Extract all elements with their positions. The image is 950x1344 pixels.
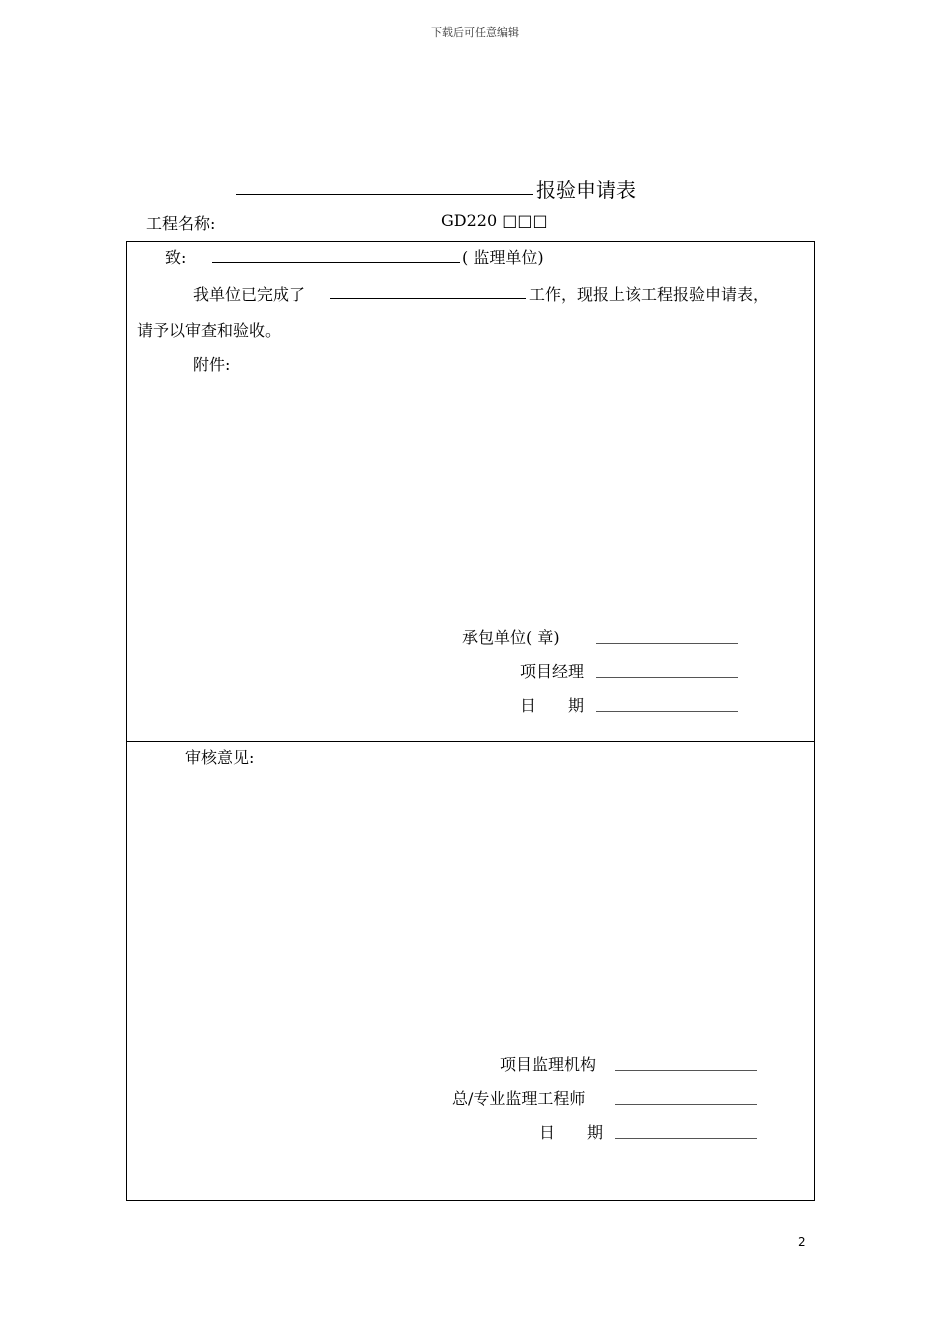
supervisor-unit-blank bbox=[212, 262, 460, 263]
supervisor-unit-label: ( 监理单位) bbox=[462, 248, 544, 267]
date-label-1: 日 期 bbox=[520, 696, 585, 715]
date-blank-1 bbox=[596, 711, 738, 712]
attachment-label: 附件: bbox=[193, 355, 231, 374]
date-blank-2 bbox=[615, 1138, 757, 1139]
application-section bbox=[126, 241, 815, 742]
contractor-blank bbox=[596, 643, 738, 644]
title-blank-line bbox=[236, 194, 533, 195]
supervision-agency-label: 项目监理机构 bbox=[500, 1055, 597, 1074]
form-code: GD220 □□□ bbox=[441, 211, 548, 230]
review-section bbox=[126, 741, 815, 1201]
body-line-2: 请予以审查和验收。 bbox=[137, 321, 282, 340]
body-prefix: 我单位已完成了 bbox=[193, 285, 306, 304]
body-suffix: 工作，现报上该工程报验申请表， bbox=[529, 285, 770, 304]
to-label: 致: bbox=[165, 248, 187, 267]
page-number: 2 bbox=[798, 1235, 806, 1249]
review-label: 审核意见: bbox=[185, 748, 255, 767]
work-item-blank bbox=[330, 298, 526, 299]
contractor-label: 承包单位( 章) bbox=[462, 628, 560, 647]
date-label-2: 日 期 bbox=[539, 1123, 604, 1142]
engineer-blank bbox=[615, 1104, 757, 1105]
supervision-agency-blank bbox=[615, 1070, 757, 1071]
form-title: 报验申请表 bbox=[536, 178, 636, 202]
project-manager-blank bbox=[596, 677, 738, 678]
engineer-label: 总/专业监理工程师 bbox=[452, 1089, 586, 1108]
header-note: 下载后可任意编辑 bbox=[431, 26, 519, 39]
project-name-label: 工程名称: bbox=[146, 214, 216, 233]
project-manager-label: 项目经理 bbox=[520, 662, 585, 681]
